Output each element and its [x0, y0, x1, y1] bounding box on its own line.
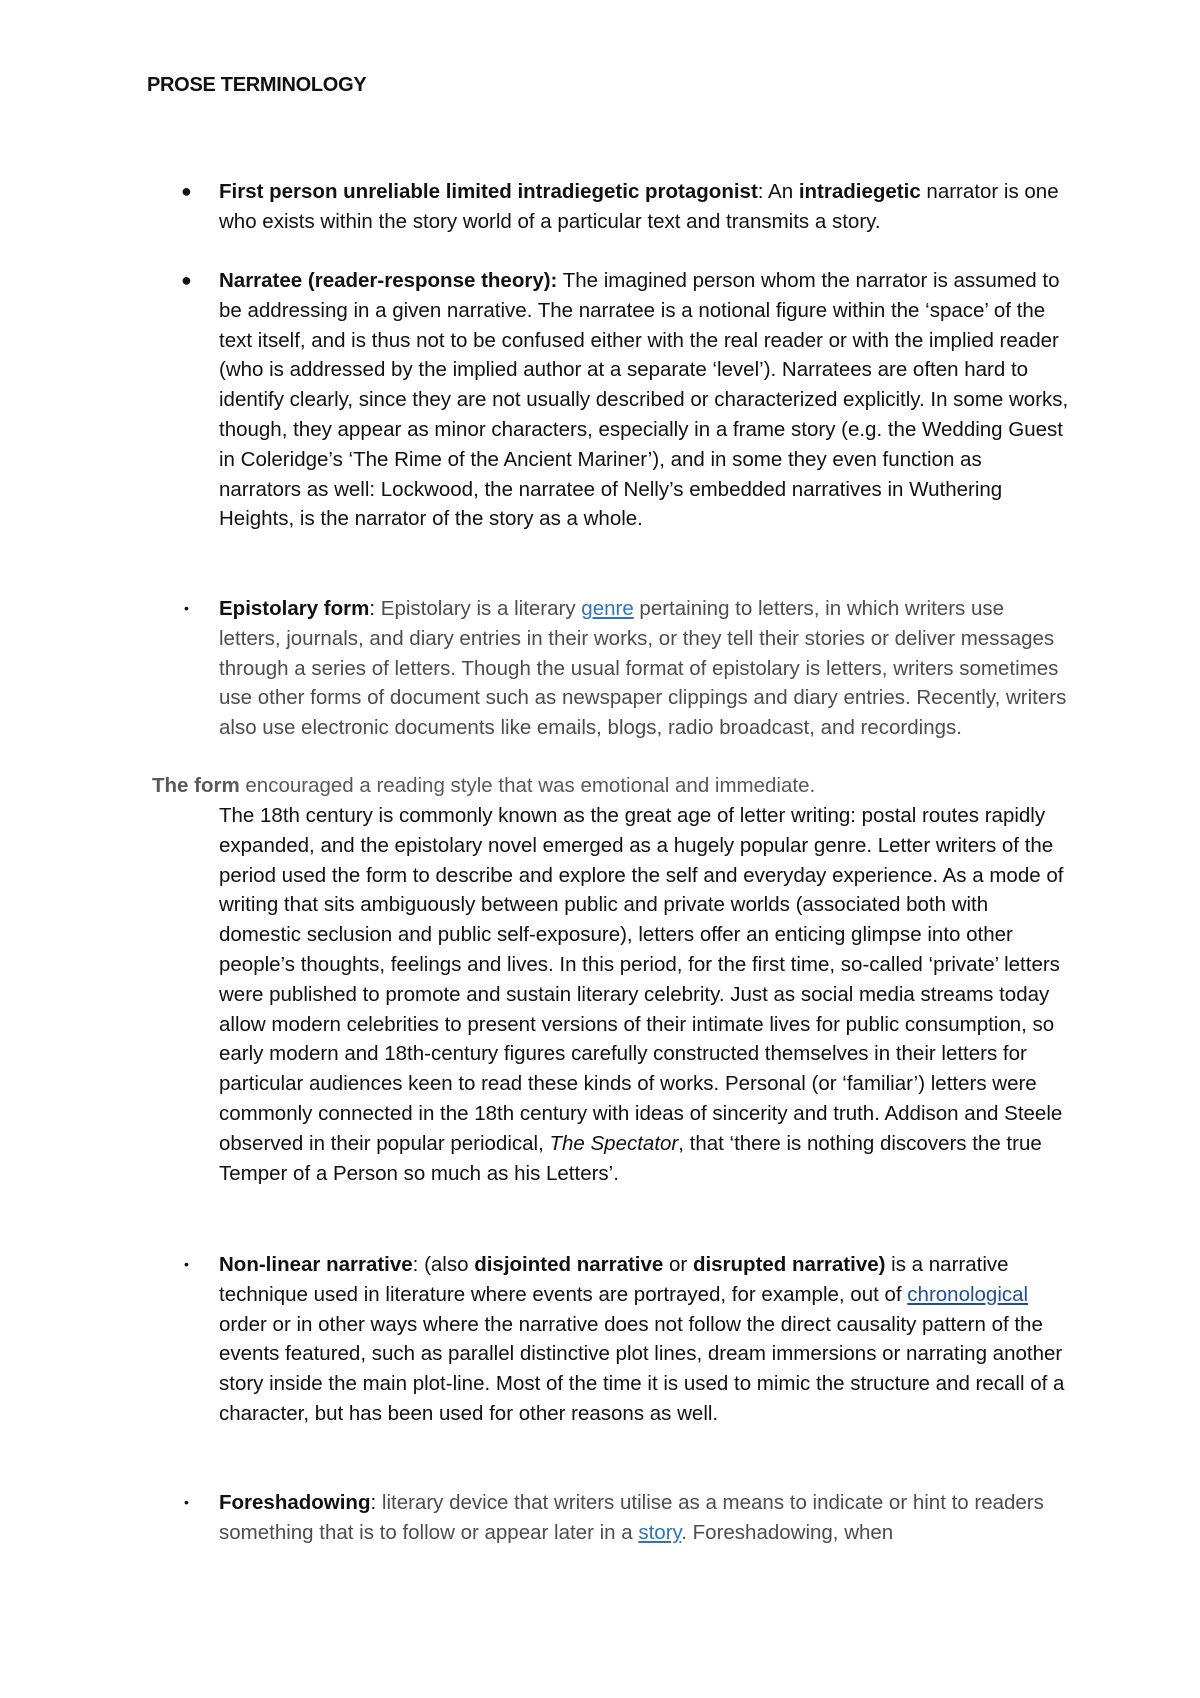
- list-item-first-person: ● First person unreliable limited intradiegetic protagonist: An intradiegetic narrator is one who exists within the story world of a particular text and transmits a story.: [219, 177, 1069, 237]
- epistolary-paragraph: The 18th century is commonly known as the great age of letter writing: postal routes rapidly expanded, and the epistolary novel emerged as a hugely popular genre. Letter writers of the period used the form to describe and explore the self and everyday experience. As a mode of writing that sits ambiguously between public and private worlds (associated both with domestic seclusion and public self-exposure), letters offer an enticing glimpse into other people’s thoughts, feelings and lives. In this period, for the first time, so-called ‘private’ letters were published to promote and sustain literary celebrity. Just as social media streams today allow modern celebrities to present versions of their intimate lives for public consumption, so early modern and 18th-century figures carefully constructed themselves in their letters for particular audiences keen to read these kinds of works. Personal (or ‘familiar’) letters were commonly connected in the 18th century with ideas of sincerity and truth. Addison and Steele observed in their popular periodical, The Spectator, that ‘there is nothing discovers the true Temper of a Person so much as his Letters’.: [219, 804, 1064, 1185]
- bullet-icon: •: [184, 600, 189, 616]
- story-link[interactable]: story: [638, 1520, 682, 1544]
- bullet-icon: •: [184, 1256, 189, 1272]
- term-label: Epistolary form: [219, 597, 370, 620]
- page-title: PROSE TERMINOLOGY: [147, 74, 367, 96]
- chronological-link[interactable]: chronological: [907, 1282, 1029, 1306]
- bullet-icon: ●: [181, 181, 192, 201]
- list-item-non-linear: • Non-linear narrative: (also disjointed narrative or disrupted narrative) is a narrative technique used in literature where events are portrayed, for example, out of chronological order or in other ways where the narrative does not follow the direct causality pattern of the events featured, such as parallel distinctive plot lines, dream immersions or narrating another story inside the main plot-line. Most of the time it is used to mimic the structure and recall of a character, but has been used for other reasons as well.: [219, 1250, 1069, 1429]
- term-label: Narratee (reader-response theory):: [219, 269, 558, 292]
- term-definition: order or in other ways where the narrative does not follow the direct causality pattern of the events featured, such as parallel distinctive plot lines, dream immersions or narrating another story inside the main plot-line. Most of the time it is used to mimic the structure and recall of a character, but has been used for other reasons as well.: [219, 1312, 1065, 1425]
- periodical-title: The Spectator: [549, 1131, 679, 1155]
- bullet-icon: ●: [181, 270, 192, 290]
- term-label: Foreshadowing: [219, 1491, 371, 1514]
- aside-line: The form encouraged a reading style that was emotional and immediate.: [152, 774, 816, 797]
- term-definition: narrator is one who exists within the story world of a particular text and transmits a story.: [219, 180, 1059, 233]
- term-definition: pertaining to letters, in which writers use letters, journals, and diary entries in their works, or they tell their stories or deliver messages through a series of letters. Though the usual format of epistolary is letters, writers sometimes use other forms of document such as newspaper clippings and diary entries. Recently, writers also use electronic documents like emails, blogs, radio broadcast, and recordings.: [219, 597, 1067, 740]
- list-item-narratee: [181, 266, 1069, 534]
- bullet-icon: •: [184, 1494, 189, 1510]
- list-item-epistolary: • Epistolary form: Epistolary is a literary genre pertaining to letters, in which writers use letters, journals, and diary entries in their works, or they tell their stories or deliver messages through a series of letters. Though the usual format of epistolary is letters, writers sometimes use other forms of document such as newspaper clippings and diary entries. Recently, writers also use electronic documents like emails, blogs, radio broadcast, and recordings.: [219, 594, 1069, 743]
- genre-link[interactable]: genre: [581, 597, 634, 620]
- list-item-foreshadowing: • Foreshadowing: literary device that writers utilise as a means to indicate or hint to readers something that is to follow or appear later in a story. Foreshadowing, when: [219, 1488, 1069, 1548]
- term-definition: The imagined person whom the narrator is assumed to be addressing in a given narrative. The narratee is a notional figure within the ‘space’ of the text itself, and is thus not to be confused either with the real reader or with the implied reader (who is addressed by the implied author at a separate ‘level’). Narratees are often hard to identify clearly, since they are not usually described or characterized explicitly. In some works, though, they appear as minor characters, especially in a frame story (e.g. the Wedding Guest in Coleridge’s ‘The Rime of the Ancient Mariner’), and in some they even function as narrators as well: Lockwood, the narratee of Nelly’s embedded narratives in Wuthering Heights, is the narrator of the story as a whole.: [219, 269, 1069, 531]
- term-label: Non-linear narrative: [219, 1253, 413, 1276]
- term-label: First person unreliable limited intradiegetic protagonist: [219, 180, 758, 203]
- term-definition: . Foreshadowing, when: [681, 1520, 894, 1544]
